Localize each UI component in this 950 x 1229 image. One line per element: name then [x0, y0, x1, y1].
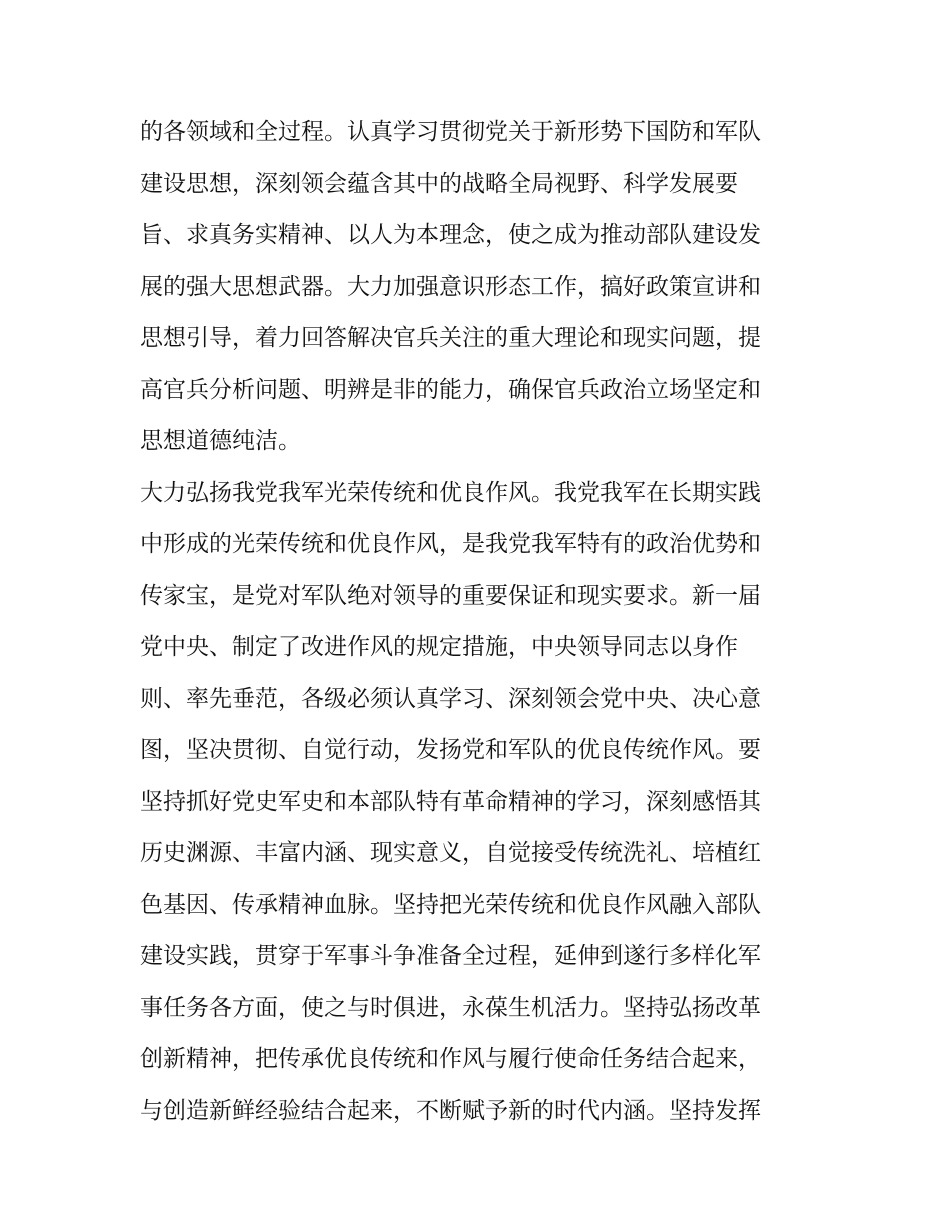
- text-line: 思想道德纯洁。: [140, 428, 301, 454]
- text-line: 高官兵分析问题、明辨是非的能力，确保官兵政治立场坚定和: [140, 376, 761, 403]
- text-line: 则、率先垂范，各级必须认真学习、深刻领会党中央、决心意: [140, 685, 761, 712]
- text-line: 党中央、制定了改进作风的规定措施，中央领导同志以身作: [140, 634, 738, 660]
- text-line: 展的强大思想武器。大力加强意识形态工作，搞好政策宣讲和: [140, 273, 761, 300]
- text-line: 坚持抓好党史军史和本部队特有革命精神的学习，深刻感悟其: [140, 788, 761, 815]
- text-line: 传家宝，是党对军队绝对领导的重要保证和现实要求。新一届: [140, 582, 761, 609]
- text-line: 大力弘扬我党我军光荣传统和优良作风。我党我军在长期实践: [140, 479, 761, 506]
- text-line: 事任务各方面，使之与时俱进，永葆生机活力。坚持弘扬改革: [140, 994, 761, 1021]
- text-line: 历史渊源、丰富内涵、现实意义，自觉接受传统洗礼、培植红: [140, 840, 761, 866]
- text-line: 与创造新鲜经验结合起来，不断赋予新的时代内涵。坚持发挥: [140, 1097, 761, 1124]
- text-line: 旨、求真务实精神、以人为本理念，使之成为推动部队建设发: [140, 222, 761, 248]
- text-line: 建设思想，深刻领会蕴含其中的战略全局视野、科学发展要: [140, 170, 738, 197]
- text-line: 的各领域和全过程。认真学习贯彻党关于新形势下国防和军队: [140, 119, 761, 145]
- document-body: [140, 107, 820, 1137]
- text-line: 思想引导，着力回答解决官兵关注的重大理论和现实问题，提: [140, 325, 761, 351]
- text-line: 创新精神，把传承优良传统和作风与履行使命任务结合起来，: [140, 1046, 761, 1072]
- text-line: 中形成的光荣传统和优良作风，是我党我军特有的政治优势和: [140, 531, 761, 557]
- text-line: 图，坚决贯彻、自觉行动，发扬党和军队的优良传统作风。要: [140, 737, 761, 763]
- text-line: 建设实践，贯穿于军事斗争准备全过程，延伸到遂行多样化军: [140, 943, 761, 969]
- text-line: 色基因、传承精神血脉。坚持把光荣传统和优良作风融入部队: [140, 891, 761, 918]
